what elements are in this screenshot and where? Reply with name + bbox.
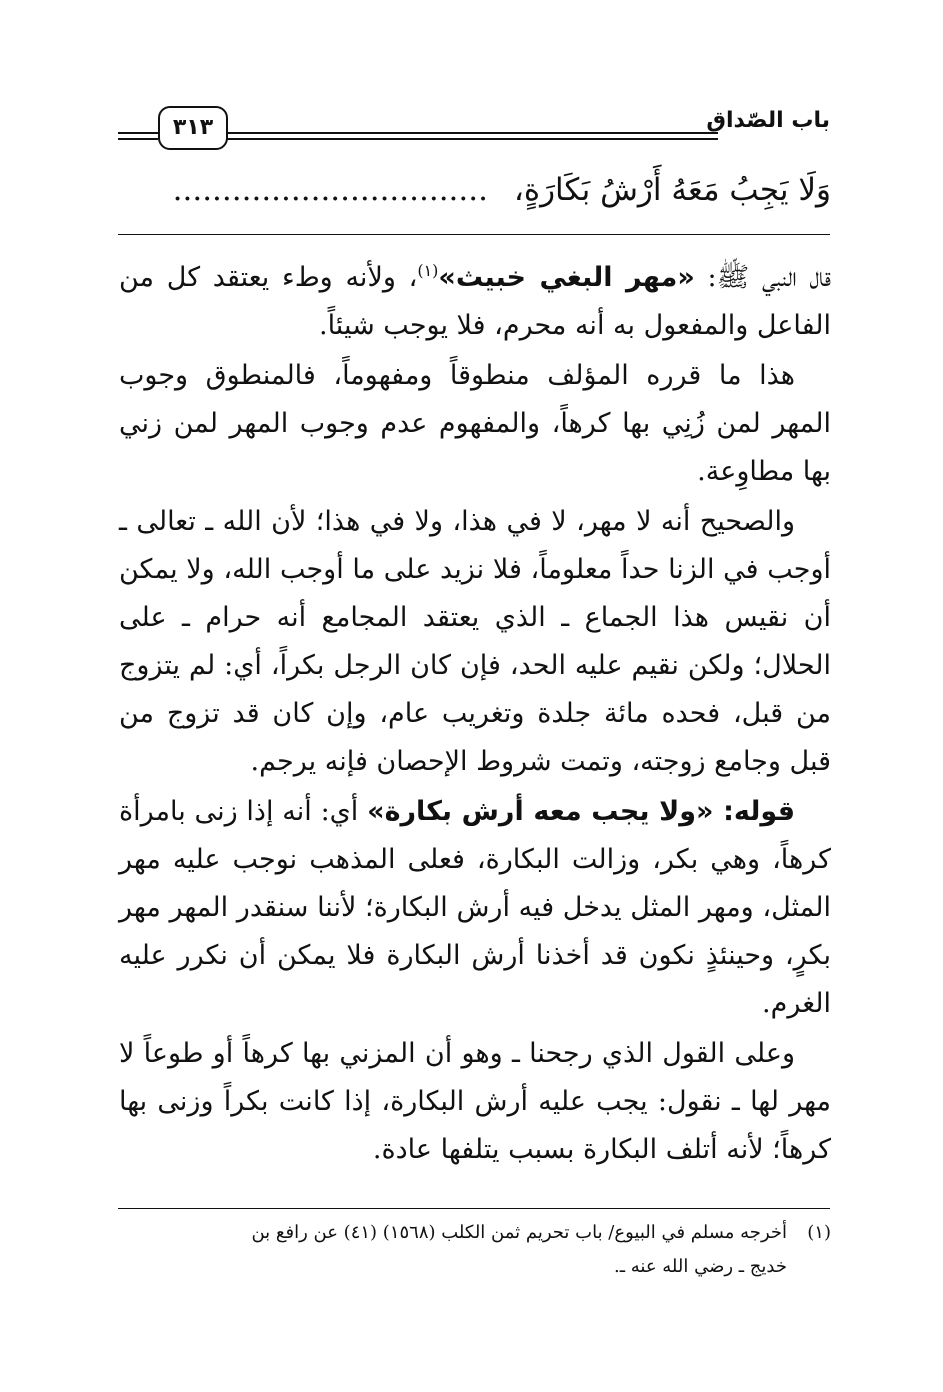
paragraph-text: أي: أنه إذا زنى بامرأة كرهاً، وهي بكر، وزالت البكارة، فعلى المذهب نوجب عليه مهر المثل، ومهر المثل يدخل فيه أرش البكارة؛ لأننا سنقدر المهر مهر بكرٍ، وحينئذٍ نكون قد أخذنا أرش البكارة فلا يمكن أن نكرر عليه الغرم. — [119, 796, 831, 1019]
paragraph-4 — [119, 788, 831, 1028]
hadith-quote: «مهر البغي خبيث» — [438, 262, 695, 293]
header-rule-left — [118, 138, 158, 140]
header-rule-left — [118, 132, 158, 134]
qawluhu-label: قوله: — [713, 796, 795, 827]
header-rule — [226, 132, 718, 134]
matn-line — [119, 166, 831, 214]
header-rule — [226, 138, 718, 140]
paragraph-2: هذا ما قرره المؤلف منطوقاً ومفهوماً، فالمنطوق وجوب المهر لمن زُنِي بها كرهاً، والمفهوم عدم وجوب المهر لمن زني بها مطاوِعة. — [119, 360, 831, 487]
paragraph-1 — [119, 254, 831, 350]
footnote-line — [119, 1216, 831, 1250]
paragraph-3: والصحيح أنه لا مهر، لا في هذا، ولا في هذا؛ لأن الله ـ تعالى ـ أوجب في الزنا حداً معلوماً، فلا نزيد على ما أوجب الله، ولا يمكن أن نقيس هذا الجماع ـ الذي يعتقد المجامع أنه حرام ـ على الحلال؛ ولكن نقيم عليه الحد، فإن كان الرجل بكراً، أي: لم يتزوج من قبل، فحده مائة جلدة وتغريب عام، وإن كان قد تزوج من قبل وجامع زوجته، وتمت شروط الإحصان فإنه يرجم. — [119, 506, 831, 777]
chapter-title: باب الصّداق — [706, 108, 830, 133]
footnote-divider — [118, 1208, 830, 1209]
paragraph-5: وعلى القول الذي رجحنا ـ وهو أن المزني بها كرهاً أو طوعاً لا مهر لها ـ نقول: يجب عليه أرش البكارة، إذا كانت بكراً وزنى بها كرهاً؛ لأنه أتلف البكارة بسبب يتلفها عادة. — [119, 1038, 831, 1165]
commentary-body — [119, 254, 831, 1176]
matn-quote: «ولا يجب معه أرش بكارة» — [367, 796, 714, 827]
matn-dots: ................................ — [172, 172, 488, 208]
paragraph-text: ، ولأنه وطء يعتقد كل من الفاعل والمفعول به أنه محرم، فلا يوجب شيئاً. — [119, 262, 831, 341]
footnote-marker: (١) — [807, 1222, 831, 1243]
page-number: ٣١٣ — [158, 106, 228, 150]
page-header — [118, 104, 830, 154]
footnote — [119, 1216, 831, 1284]
paragraph-text: قال النبي ﷺ: — [694, 262, 832, 293]
matn-divider — [118, 234, 830, 235]
matn-text: وَلَا يَجِبُ مَعَهُ أَرْشُ بَكَارَةٍ، — [513, 172, 831, 208]
footnote-ref: (١) — [417, 261, 439, 280]
footnote-line: خديج ـ رضي الله عنه ـ. — [614, 1256, 787, 1277]
footnote-text: أخرجه مسلم في البيوع/ باب تحريم ثمن الكلب (١٥٦٨) (٤١) عن رافع بن — [251, 1222, 787, 1243]
